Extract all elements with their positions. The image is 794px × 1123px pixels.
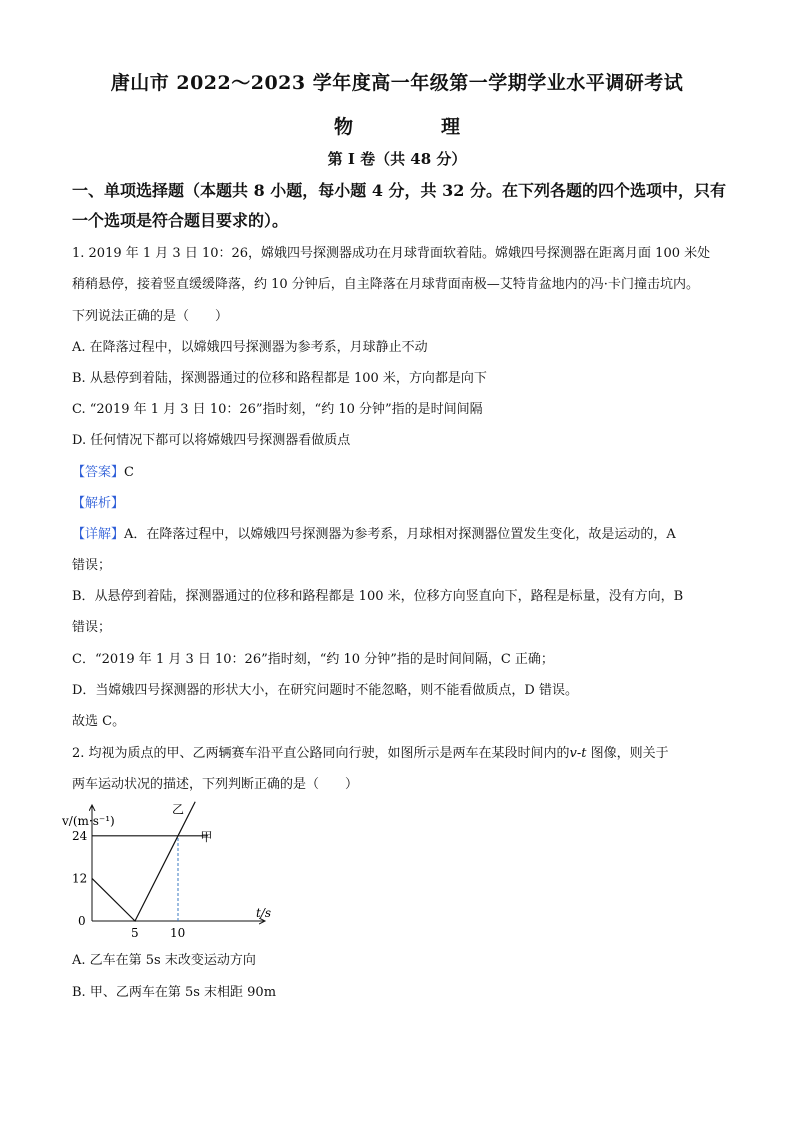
q1-detail-line-4: 错误； [72,620,112,635]
q1-detail-line-2: 错误； [72,558,112,573]
subject-char-1: 物 [333,116,353,138]
q1-option-b: B. 从悬停到着陆，探测器通过的位移和路程都是 100 米，方向都是向下 [72,371,487,386]
detail-tag: 【详解】 [72,527,125,542]
q1-detail-line-6: D．当嫦娥四号探测器的形状大小，在研究问题时不能忽略，则不能看做质点，D 错误。 [72,683,578,698]
q2-stem-pre: 2. 均视为质点的甲、乙两辆赛车沿平直公路同向行驶，如图所示是两车在某段时间内的 [72,746,570,761]
section-heading-line-1: 一、单项选择题（本题共 8 小题，每小题 4 分，共 32 分。在下列各题的四个选项中，只有 [72,181,726,200]
answer-value: C [124,465,134,480]
x-tick-label-5: 5 [131,926,139,940]
analysis-tag: 【解析】 [72,496,125,511]
q2-option-b: B. 甲、乙两车在第 5s 末相距 90m [72,985,277,1000]
q1-option-a: A. 在降落过程中，以嫦娥四号探测器为参考系，月球静止不动 [72,340,428,355]
q2-stem-post: 图像，则关于 [586,746,669,761]
q1-conclusion: 故选 C。 [72,714,126,729]
x-axis-label: t/s [256,906,272,920]
volume-heading: 第 I 卷（共 48 分） [327,150,467,168]
q1-detail-line-3: B．从悬停到着陆，探测器通过的位移和路程都是 100 米，位移方向竖直向下，路程是标量，没有方向，B [72,589,684,604]
y-tick-label-24: 24 [72,828,88,843]
q1-stem-line-2: 稍稍悬停，接着竖直缓缓降落，约 10 分钟后，自主降落在月球背面南极—艾特肯盆地内的冯·卡门撞击坑内。 [72,277,699,292]
q1-stem-line-3: 下列说法正确的是（ ） [72,309,229,324]
q1-option-c: C. “2019 年 1 月 3 日 10：26”指时刻，“约 10 分钟”指的是时间间隔 [72,402,483,417]
origin-label: 0 [78,914,86,928]
subject-title [0,112,794,139]
y-tick-label-12: 12 [72,871,88,886]
answer-tag: 【答案】 [72,465,125,480]
q1-detail-line-1 [72,526,676,544]
y-axis-label: v/(m·s⁻¹) [62,814,115,828]
q1-stem-line-1: 1. 2019 年 1 月 3 日 10：26，嫦娥四号探测器成功在月球背面软着陆。嫦娥四号探测器在距离月面 100 米处 [72,246,711,261]
exam-title: 唐山市 2022～2023 学年度高一年级第一学期学业水平调研考试 [110,72,684,94]
series-label-yi: 乙 [172,802,185,817]
q2-option-a: A. 乙车在第 5s 末改变运动方向 [72,953,256,968]
subject-char-2: 理 [441,116,461,138]
q2-stem-line-2: 两车运动状况的描述，下列判断正确的是（ ） [72,777,359,792]
q1-answer [72,464,134,482]
q1-option-d: D. 任何情况下都可以将嫦娥四号探测器看做质点 [72,433,351,448]
section-heading-line-2: 一个选项是符合题目要求的）。 [72,211,289,230]
series-label-jia: 甲 [200,829,213,844]
q2-stem-line-1 [72,745,669,763]
x-tick-label-10: 10 [170,926,186,940]
q1-detail-line-5: C．“2019 年 1 月 3 日 10：26”指时刻，“约 10 分钟”指的是时间间隔，C 正确； [72,652,554,667]
detail-a-text: A．在降落过程中，以嫦娥四号探测器为参考系，月球相对探测器位置发生变化，故是运动的，A [124,527,676,542]
q2-vt-label: v-t [569,746,587,761]
q1-analysis-tag [72,495,124,513]
vt-graph [60,795,280,945]
